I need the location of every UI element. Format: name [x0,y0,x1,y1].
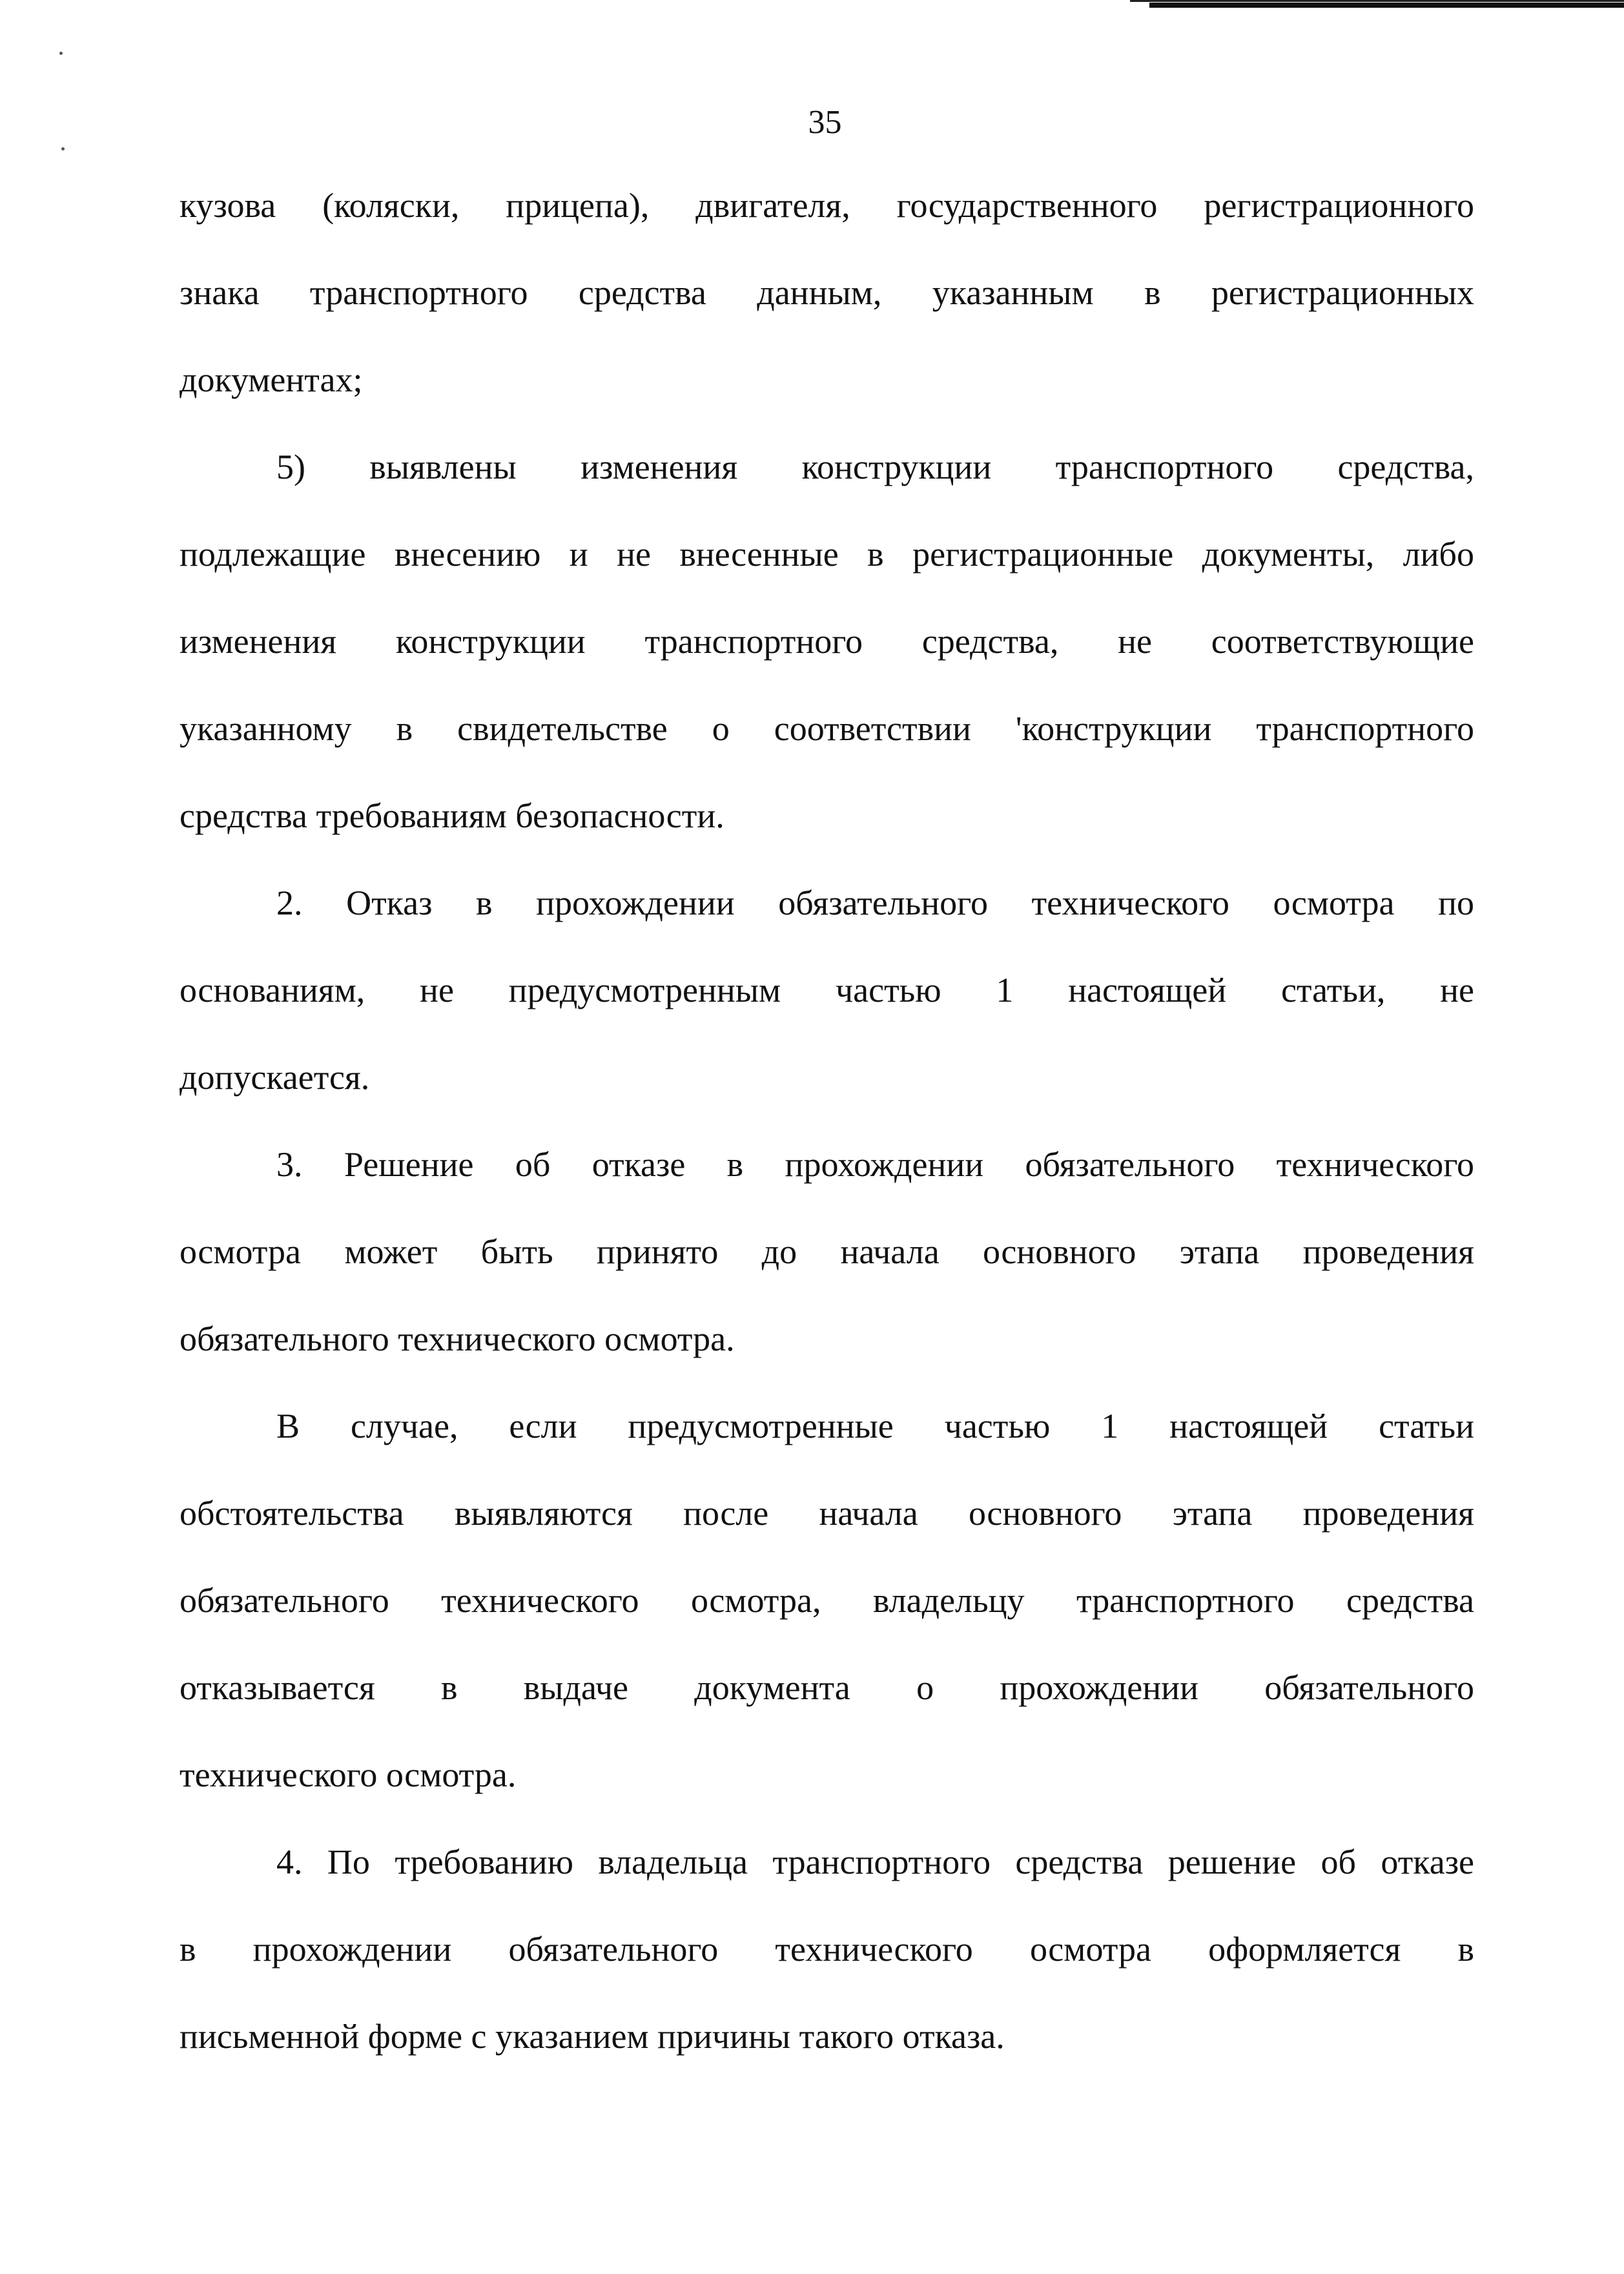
text-line: обязательного технического осмотра. [180,1319,735,1358]
text-line: 5) выявлены изменения конструкции транспортного средства, [276,448,1474,486]
scan-speck [61,147,65,150]
text-line: средства требованиям безопасности. [180,796,725,835]
text-line: осмотра может быть принято до начала основного этапа проведения [180,1232,1474,1271]
text-line: 2. Отказ в прохождении обязательного технического осмотра по [276,884,1474,922]
text-line: документах; [180,360,363,399]
text-line: изменения конструкции транспортного средства, не соответствующие [180,622,1474,661]
scan-edge-line [1130,0,1624,2]
page-number: 35 [808,104,842,141]
text-line: подлежащие внесению и не внесенные в регистрационные документы, либо [180,535,1474,574]
text-line: технического осмотра. [180,1755,517,1794]
text-line: в прохождении обязательного технического осмотра оформляется в [180,1930,1474,1969]
text-line: допускается. [180,1058,370,1097]
document-body [180,180,1474,2098]
text-line: письменной форме с указанием причины такого отказа. [180,2017,1005,2056]
scan-speck [59,52,63,55]
text-line: В случае, если предусмотренные частью 1 настоящей статьи [276,1407,1474,1445]
text-line: основаниям, не предусмотренным частью 1 настоящей статьи, не [180,971,1474,1009]
text-line: обязательного технического осмотра, владельцу транспортного средства [180,1581,1474,1620]
text-line: 4. По требованию владельца транспортного средства решение об отказе [276,1843,1474,1881]
scan-edge-line [1149,3,1624,8]
text-line: 3. Решение об отказе в прохождении обязательного технического [276,1145,1474,1184]
text-line: обстоятельства выявляются после начала основного этапа проведения [180,1494,1474,1533]
text-line: указанному в свидетельстве о соответствии 'конструкции транспортного [180,709,1474,748]
text-line: знака транспортного средства данным, указанным в регистрационных [180,273,1474,312]
text-line: отказывается в выдаче документа о прохождении обязательного [180,1668,1474,1707]
text-line: кузова (коляски, прицепа), двигателя, государственного регистрационного [180,186,1474,225]
